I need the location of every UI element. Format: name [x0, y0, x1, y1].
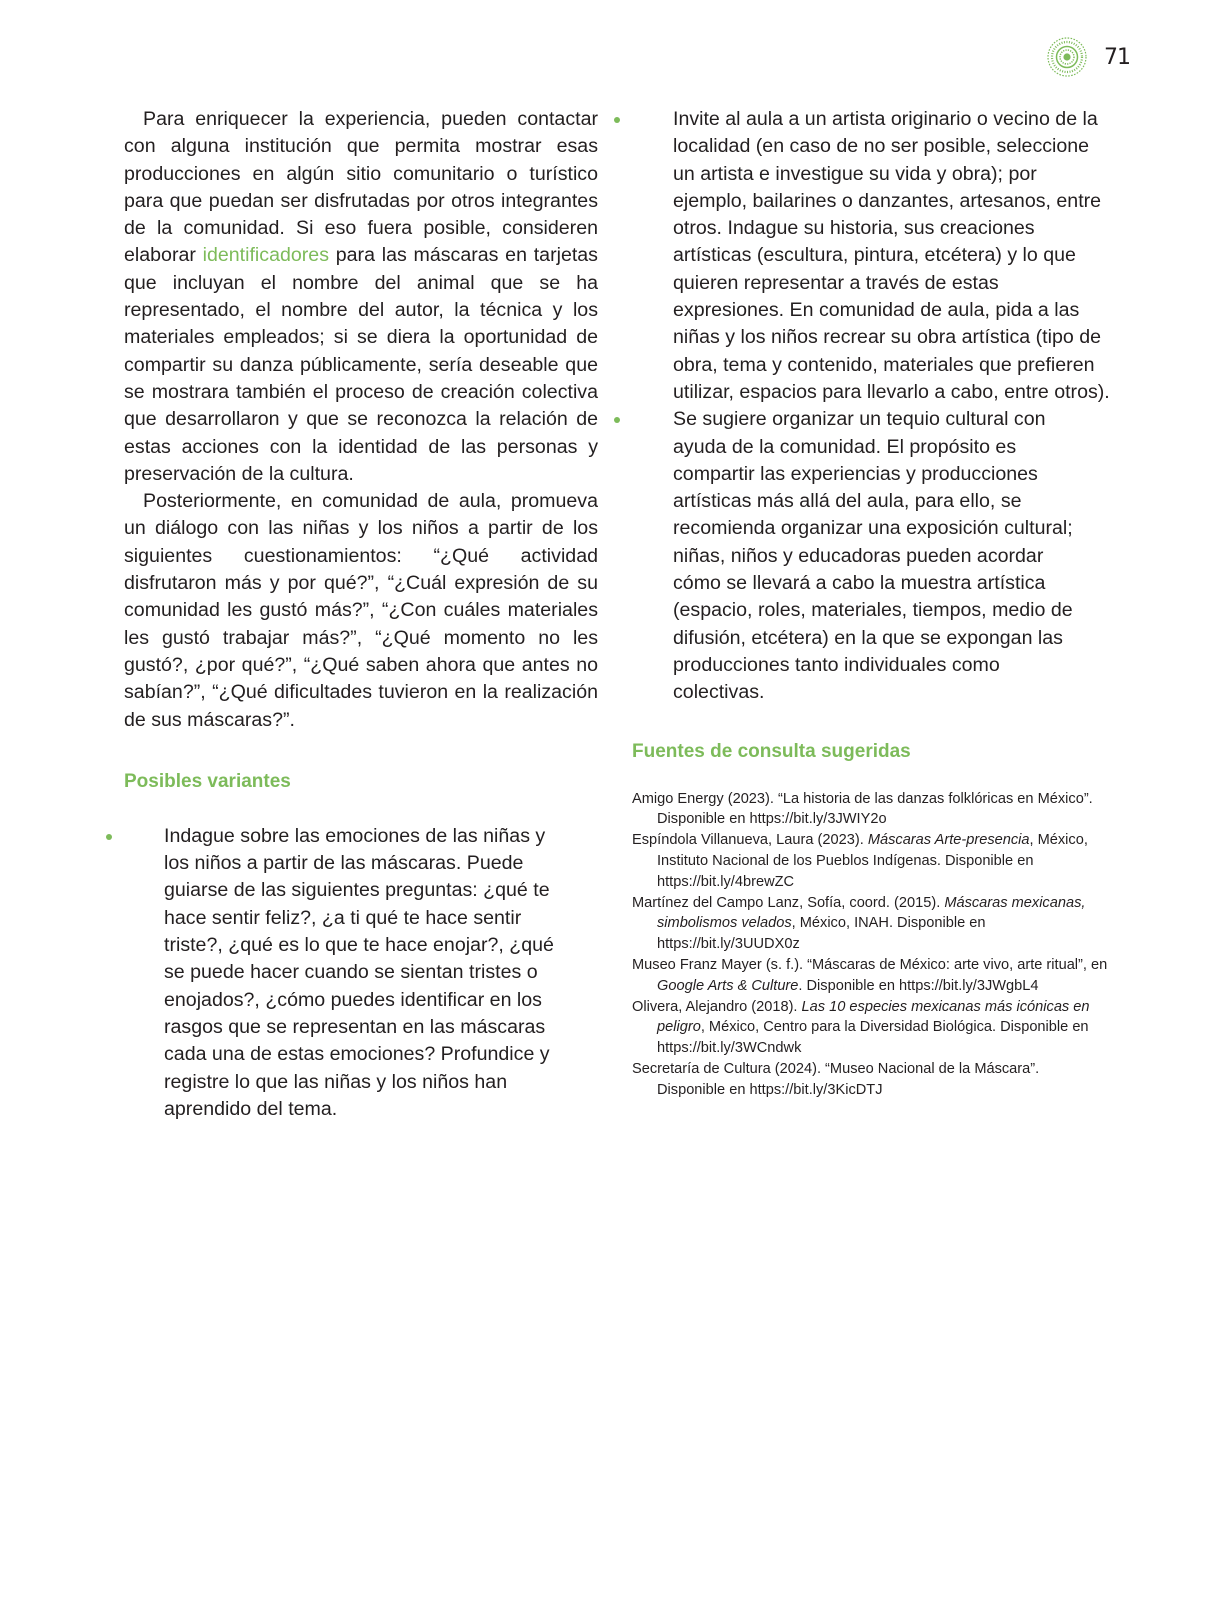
intro-text-start: Para enriquecer la experiencia, pueden contactar con alguna institución que permita mostrar esas producciones en algún sitio comunitario o turístico para que puedan ser disfrutadas por otros integrantes de la comunidad. Si eso fuera posible, consideren elaborar [124, 108, 598, 267]
reference-item [632, 830, 1110, 892]
reference-text: Martínez del Campo Lanz, Sofía, coord. (2015). [632, 894, 945, 911]
page-number: 71 [1104, 44, 1130, 70]
reference-text: , México, Instituto Nacional de los Pueblos Indígenas. Disponible en https://bit.ly/4brewZC [657, 832, 1088, 890]
reference-item [632, 789, 1110, 831]
intro-paragraph [124, 106, 598, 488]
reference-text: Secretaría de Cultura (2024). “Museo Nacional de la Máscara”. Disponible en https://bit.ly/3KicDTJ [632, 1060, 1040, 1098]
list-item: Invite al aula a un artista originario o vecino de la localidad (en caso de no ser posible, seleccione un artista e investigue su vida y obra); por ejemplo, bailarines o danzantes, artesanos, entre otros. Indague su historia, sus creaciones artísticas (escultura, pintura, etcétera) y lo que quieren representar a través de estas expresiones. En comunidad de aula, pida a las niñas y los niños recrear su obra artística (tipo de obra, tema y contenido, materiales que prefieren utilizar, espacios para llevarlo a cabo, entre otros). [632, 106, 1110, 406]
reference-item [632, 997, 1110, 1059]
reference-text: , México, Centro para la Diversidad Biológica. Disponible en https://bit.ly/3WCndwk [657, 1019, 1089, 1057]
reference-title: Máscaras mexicanas, simbolismos velados [657, 894, 1086, 932]
reference-title: Máscaras Arte-presencia [867, 832, 1030, 849]
list-item: Indague sobre las emociones de las niñas y los niños a partir de las máscaras. Puede guiarse de las siguientes preguntas: ¿qué te hace sentir feliz?, ¿a ti qué te hace sentir triste?, ¿qué es lo que te hace enojar?, ¿qué se puede hacer cuando se sientan tristes o enojados?, ¿cómo puedes identificar en los rasgos que se representan en las máscaras cada una de estas emociones? Profundice y registre lo que las niñas y los niños han aprendido del tema. [124, 823, 556, 1123]
reference-text: . Disponible en https://bit.ly/3JWgbL4 [798, 977, 1039, 994]
reference-title: Google Arts & Culture [657, 977, 799, 994]
list-item: Se sugiere organizar un tequio cultural con ayuda de la comunidad. El propósito es compartir las experiencias y producciones artísticas más allá del aula, para ello, se recomienda organizar una exposición cultural; niñas, niños y educadoras pueden acordar cómo se llevará a cabo la muestra artística (espacio, roles, materiales, tiempos, medio de difusión, etcétera) en la que se expongan las producciones tanto individuales como colectivas. [632, 406, 1075, 706]
variants-list [124, 823, 598, 1123]
sources-heading: Fuentes de consulta sugeridas [632, 740, 911, 762]
page-header [1046, 36, 1130, 78]
reference-text: Museo Franz Mayer (s. f.). “Máscaras de México: arte vivo, arte ritual”, en [632, 956, 1108, 973]
variants-heading: Posibles variantes [124, 770, 291, 792]
reference-text: Espíndola Villanueva, Laura (2023). [632, 832, 868, 849]
reference-item [632, 893, 1110, 955]
activities-list [632, 106, 1110, 707]
reference-text: Amigo Energy (2023). “La historia de las danzas folklóricas en México”. Disponible en https://bit.ly/3JWIY2o [632, 790, 1093, 828]
reference-item [632, 1059, 1110, 1101]
left-column [124, 106, 598, 1123]
reference-title: Las 10 especies mexicanas más icónicas en peligro [657, 998, 1090, 1036]
identificadores-term: identificadores [202, 244, 329, 267]
intro-text-end: para las máscaras en tarjetas que incluyan el nombre del animal que se ha representado, el nombre del autor, la técnica y los materiales empleados; si se diera la oportunidad de compartir su danza públicamente, sería deseable que se mostrara también el proceso de creación colectiva que desarrollaron y que se reconozca la relación de estas acciones con la identidad de las personas y preservación de la cultura. [124, 244, 598, 485]
reference-text: Olivera, Alejandro (2018). [632, 998, 802, 1015]
sun-emblem-icon [1046, 36, 1088, 78]
reference-item [632, 955, 1110, 997]
dialogue-paragraph: Posteriormente, en comunidad de aula, promueva un diálogo con las niñas y los niños a partir de los siguientes cuestionamientos: “¿Qué actividad disfrutaron más y por qué?”, “¿Cuál expresión de su comunidad les gustó más?”, “¿Con cuáles materiales les gustó trabajar más?”, “¿Qué momento no les gustó?, ¿por qué?”, “¿Qué saben ahora que antes no sabían?”, “¿Qué dificultades tuvieron en la realización de sus máscaras?”. [124, 490, 598, 731]
reference-text: , México, INAH. Disponible en https://bit.ly/3UUDX0z [657, 915, 986, 953]
reference-list [632, 789, 1110, 1101]
right-column [632, 106, 1110, 1100]
